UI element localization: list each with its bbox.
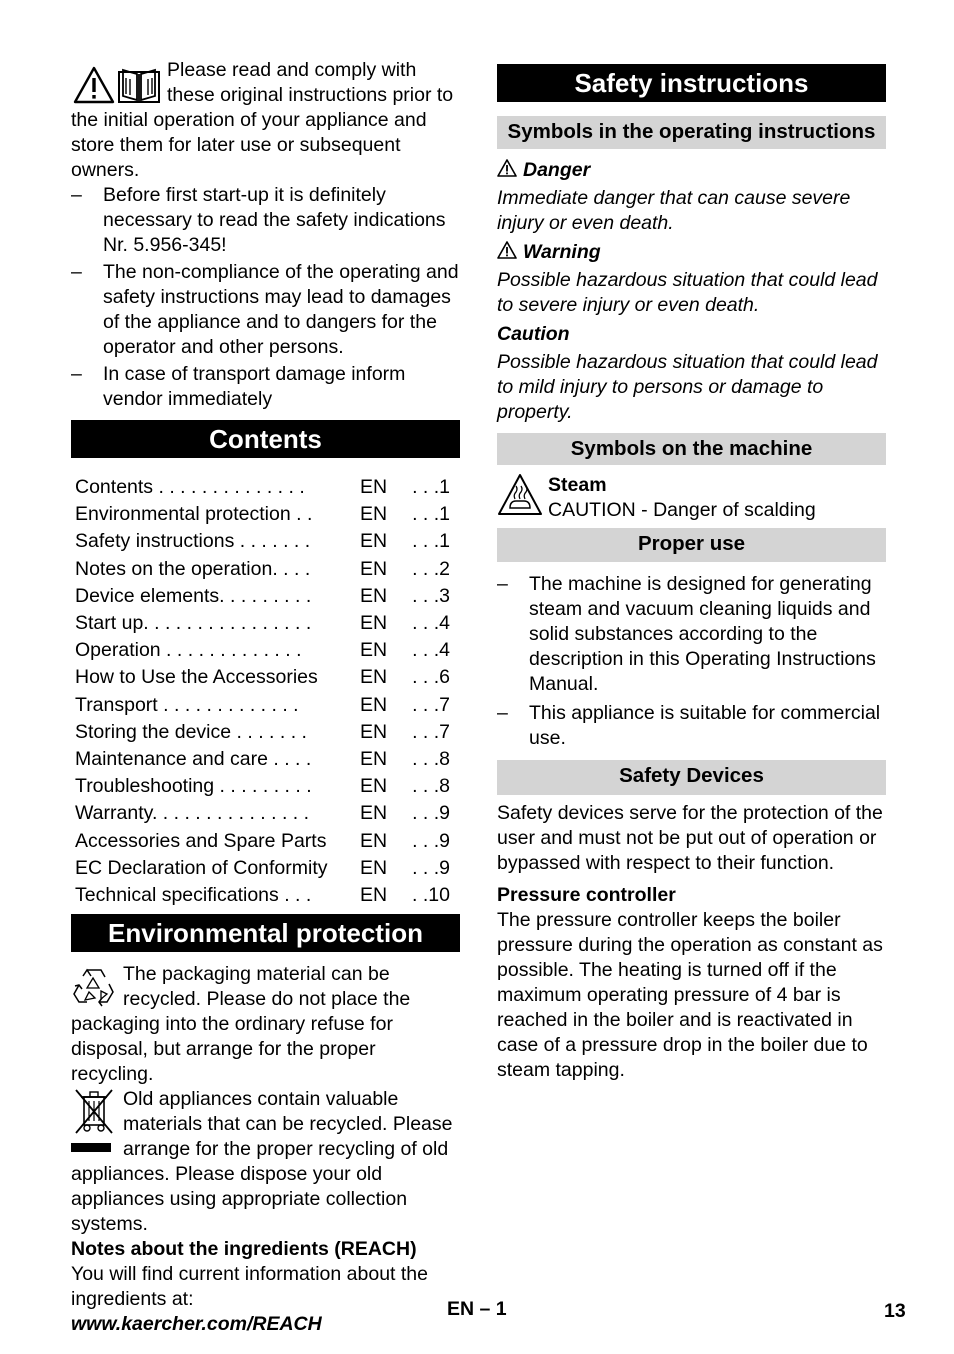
toc-row: [71, 583, 460, 610]
toc-row: [71, 501, 460, 528]
symbols-machine-heading: Symbols on the machine: [497, 433, 886, 465]
toc-page: . . .4: [412, 639, 450, 662]
toc-title: Safety instructions . . . . . . .: [75, 530, 311, 553]
packaging-text: The packaging material can be recycled. Please do not place the packaging into the ordinary refuse for disposal, but arrange for the proper recycling.: [71, 963, 411, 1085]
environment-heading: Environmental protection: [71, 914, 460, 952]
toc-page: . . .9: [412, 829, 450, 852]
reach-text: You will find current information about the ingredients at:: [71, 1263, 428, 1310]
toc-row: [71, 800, 460, 827]
toc-language: EN: [360, 883, 388, 906]
reach-heading: Notes about the ingredients (REACH): [71, 1238, 417, 1260]
pressure-controller-heading: Pressure controller: [497, 884, 676, 906]
toc-language: EN: [360, 775, 388, 798]
toc-page: . . .2: [412, 557, 450, 580]
toc-page: . . .9: [412, 802, 450, 825]
toc-language: EN: [360, 530, 388, 553]
toc-title: Operation . . . . . . . . . . . . .: [75, 639, 302, 662]
toc-language: EN: [360, 720, 388, 743]
old-appliances-paragraph: [71, 1087, 460, 1237]
toc-language: EN: [360, 612, 388, 635]
warning-triangle-icon: [497, 159, 517, 177]
left-column: [71, 58, 460, 1337]
toc-page: . . .1: [412, 476, 450, 499]
toc-language: EN: [360, 747, 388, 770]
toc-row: [71, 610, 460, 637]
toc-page: . . .6: [412, 666, 450, 689]
toc-title: Notes on the operation. . . .: [75, 557, 311, 580]
warning-label: Warning: [497, 240, 886, 265]
toc-row: [71, 746, 460, 773]
toc-language: EN: [360, 829, 388, 852]
toc-language: EN: [360, 666, 388, 689]
toc-page: . . .8: [412, 775, 450, 798]
weee-icon-wrap: [71, 1087, 117, 1159]
recycling-icon: [71, 964, 117, 1010]
toc-language: EN: [360, 856, 388, 879]
toc-language: EN: [360, 476, 388, 499]
old-appliances-text: Old appliances contain valuable materials that can be recycled. Please arrange for the proper recycling of old appliances. Please dispose your old appliances using appropriate collection systems.: [71, 1088, 453, 1235]
safety-devices-heading: Safety Devices: [497, 760, 886, 795]
symbols-operating-heading: Symbols in the operating instructions: [497, 116, 886, 149]
toc-language: EN: [360, 503, 388, 526]
toc-row: [71, 474, 460, 501]
toc-title: Warranty. . . . . . . . . . . . . . .: [75, 802, 310, 825]
table-of-contents: [71, 474, 460, 909]
proper-use-heading: Proper use: [497, 528, 886, 562]
proper-use-list: [497, 572, 886, 751]
toc-row: [71, 855, 460, 882]
toc-page: . . .4: [412, 612, 450, 635]
toc-row: [71, 664, 460, 691]
toc-row: [71, 637, 460, 664]
toc-page: . . .1: [412, 530, 450, 553]
toc-title: Accessories and Spare Parts: [75, 829, 327, 852]
intro-text: Please read and comply with these original instructions prior to the initial operation of your appliance and store them for later use or subsequent owners.: [71, 59, 454, 181]
toc-title: Technical specifications . . .: [75, 883, 312, 906]
toc-title: Troubleshooting . . . . . . . . .: [75, 775, 312, 798]
toc-title: Environmental protection . .: [75, 503, 313, 526]
toc-row: [71, 556, 460, 583]
right-column: [497, 58, 886, 1083]
intro-icons: [71, 62, 163, 106]
intro-bullet: – In case of transport damage inform vendor immediately: [71, 363, 406, 410]
footer-language-page: EN – 1: [447, 1298, 507, 1320]
toc-row: [71, 719, 460, 746]
toc-title: Storing the device . . . . . . .: [75, 720, 307, 743]
toc-page: . . .1: [412, 503, 450, 526]
caution-label: Caution: [497, 323, 570, 345]
toc-title: How to Use the Accessories: [75, 666, 318, 689]
toc-title: EC Declaration of Conformity: [75, 856, 328, 879]
warning-triangle-icon: [73, 66, 115, 104]
warning-text: Possible hazardous situation that could lead to severe injury or even death.: [497, 269, 878, 316]
toc-language: EN: [360, 557, 388, 580]
toc-row: [71, 692, 460, 719]
toc-row: [71, 882, 460, 909]
danger-label: Danger: [497, 158, 886, 183]
warning-triangle-icon: [497, 241, 517, 259]
toc-row: [71, 528, 460, 555]
danger-text: Immediate danger that can cause severe injury or even death.: [497, 187, 851, 234]
toc-title: Transport . . . . . . . . . . . . .: [75, 693, 299, 716]
safety-heading: Safety instructions: [497, 64, 886, 102]
weee-bar-icon: [71, 1143, 111, 1152]
caution-text: Possible hazardous situation that could lead to mild injury to persons or damage to property.: [497, 351, 878, 423]
toc-page: . .10: [412, 883, 450, 906]
proper-use-bullet: – The machine is designed for generating steam and vacuum cleaning liquids and solid substances according to the description in this Operating Instructions Manual.: [497, 573, 876, 695]
proper-use-bullet: – This appliance is suitable for commercial use.: [497, 702, 881, 749]
toc-language: EN: [360, 802, 388, 825]
intro-bullet: – The non-compliance of the operating and safety instructions may lead to damages of the appliance and to dangers for the operator and other persons.: [71, 261, 459, 358]
hot-steam-warning-icon: [497, 473, 543, 517]
intro-section: [71, 58, 460, 412]
toc-page: . . .3: [412, 584, 450, 607]
toc-page: . . .7: [412, 693, 450, 716]
toc-language: EN: [360, 584, 388, 607]
steam-text: CAUTION - Danger of scalding: [548, 499, 816, 521]
safety-devices-text: Safety devices serve for the protection of the user and must not be put out of operation or bypassed with respect to their function.: [497, 802, 883, 874]
toc-language: EN: [360, 639, 388, 662]
steam-label: Steam: [548, 474, 607, 496]
reach-link[interactable]: www.kaercher.com/REACH: [71, 1313, 322, 1335]
steam-symbol-row: [497, 473, 886, 523]
manual-book-icon: [117, 66, 161, 104]
pressure-controller-text: The pressure controller keeps the boiler pressure during the operation as constant as possible. The heating is turned off if the maximum operating pressure of 4 bar is reached in the boiler and is reactivated in case of a pressure drop in the boiler due to steam tapping.: [497, 909, 883, 1081]
toc-page: . . .9: [412, 856, 450, 879]
toc-title: Maintenance and care . . . .: [75, 747, 312, 770]
crossed-bin-icon: [73, 1087, 115, 1135]
toc-language: EN: [360, 693, 388, 716]
contents-heading: Contents: [71, 420, 460, 458]
packaging-paragraph: [71, 962, 460, 1087]
footer-page-number: 13: [884, 1300, 906, 1322]
toc-title: Contents . . . . . . . . . . . . . .: [75, 476, 305, 499]
intro-bullet: – Before first start-up it is definitely necessary to read the safety indications Nr. 5.956-345!: [71, 184, 446, 256]
toc-row: [71, 827, 460, 854]
toc-row: [71, 773, 460, 800]
toc-title: Device elements. . . . . . . . .: [75, 584, 312, 607]
toc-title: Start up. . . . . . . . . . . . . . . .: [75, 612, 312, 635]
toc-page: . . .8: [412, 747, 450, 770]
toc-page: . . .7: [412, 720, 450, 743]
